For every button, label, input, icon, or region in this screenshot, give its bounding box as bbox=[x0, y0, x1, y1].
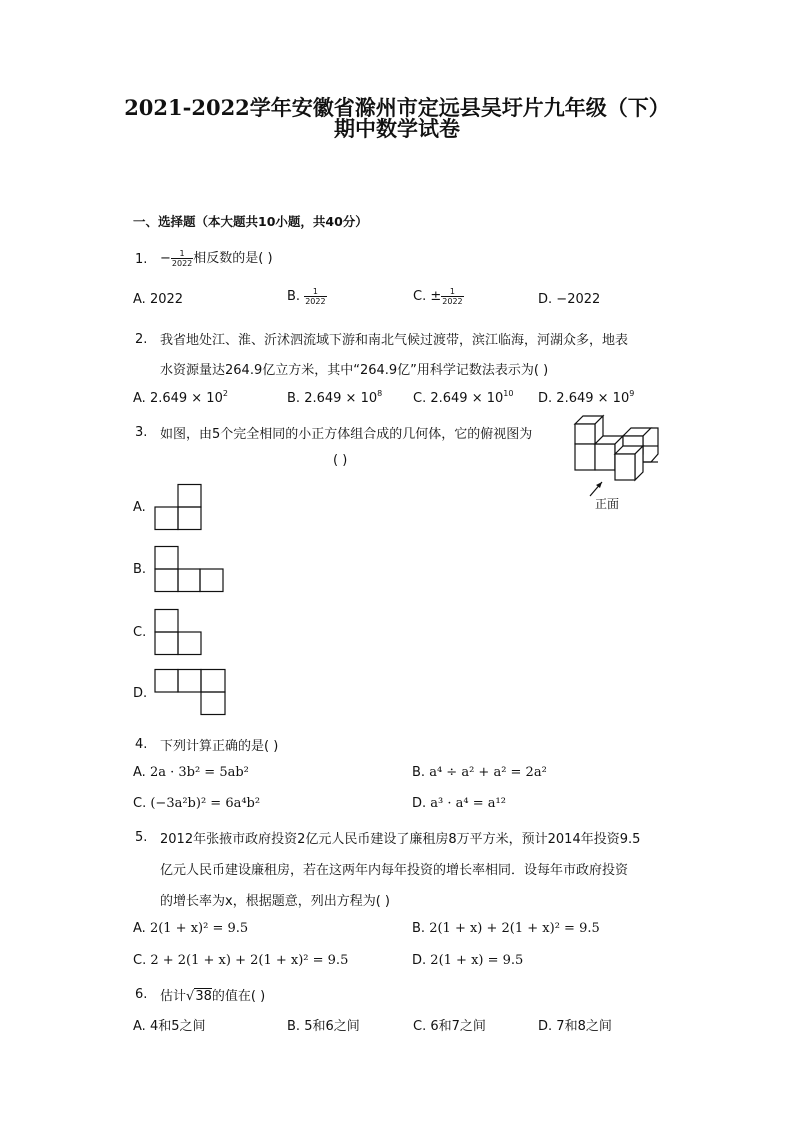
q2-option-a[interactable]: A. $2.649 \times 10^2$ bbox=[133, 389, 228, 406]
q2-option-c[interactable]: C. $2.649 \times 10^{10}$ bbox=[413, 389, 514, 406]
q3-stem: 如图，由5个完全相同的小正方体组合成的几何体，它的俯视图为 bbox=[160, 427, 533, 442]
q3-option-c[interactable]: C. bbox=[133, 625, 147, 640]
q5-option-a[interactable]: A. 2(1 + x)² = 9.5 bbox=[133, 921, 249, 936]
q1-option-c[interactable]: C. ± $\frac{1}{2022}$ bbox=[413, 287, 463, 306]
q4-option-a[interactable]: A. 2a · 3b² = 5ab² bbox=[133, 765, 249, 780]
q4-option-b[interactable]: B. a⁴ ÷ a² + a² = 2a² bbox=[412, 765, 547, 780]
q3-option-d[interactable]: D. bbox=[133, 686, 148, 701]
q2-option-b[interactable]: B. $2.649 \times 10^8$ bbox=[287, 389, 383, 406]
q6-option-a[interactable]: A. 4和5之间 bbox=[133, 1019, 206, 1034]
q1-number: 1. bbox=[135, 252, 148, 267]
q5-option-d[interactable]: D. 2(1 + x) = 9.5 bbox=[412, 953, 524, 968]
q3-option-a-figure[interactable] bbox=[154, 484, 202, 530]
q3-option-d-figure[interactable] bbox=[154, 669, 226, 715]
q1-option-a[interactable]: A. 2022 bbox=[133, 292, 184, 307]
q5-line2: 亿元人民币建设廉租房，若在这两年内每年投资的增长率相同．设每年市政府投资 bbox=[160, 863, 629, 878]
q4-stem: 下列计算正确的是( ) bbox=[160, 739, 279, 754]
q3-option-c-figure[interactable] bbox=[154, 609, 202, 655]
q3-number: 3. bbox=[135, 425, 148, 440]
q1-option-d[interactable]: D. −2022 bbox=[538, 292, 601, 307]
q6-stem: 估计√38的值在( ) bbox=[160, 989, 266, 1004]
q1-option-b[interactable]: B. $\frac{1}{2022}$ bbox=[287, 287, 326, 306]
q6-radicand: 38 bbox=[195, 989, 212, 1004]
q1-stem bbox=[160, 247, 273, 268]
q6-number: 6. bbox=[135, 987, 148, 1002]
q2-line2: 水资源量达264.9亿立方米，其中“264.9亿”用科学记数法表示为( ) bbox=[160, 363, 549, 378]
q1-fraction: $\frac{1}{2022}$ bbox=[171, 249, 193, 268]
q1-text: 相反数的是( ) bbox=[193, 251, 273, 266]
exam-title-line2: 期中数学试卷 bbox=[334, 116, 460, 141]
q5-option-c[interactable]: C. 2 + 2(1 + x) + 2(1 + x)² = 9.5 bbox=[133, 953, 349, 968]
q6-option-c[interactable]: C. 6和7之间 bbox=[413, 1019, 486, 1034]
q3-front-label: 正面 bbox=[595, 497, 620, 511]
sqrt-sign: √ bbox=[186, 989, 195, 1004]
q3-option-a[interactable]: A. bbox=[133, 500, 146, 515]
q5-line1: 2012年张掖市政府投资2亿元人民币建设了廉租房8万平方米，预计2014年投资9.5 bbox=[160, 832, 641, 847]
q3-option-b-figure[interactable] bbox=[154, 546, 224, 592]
exam-title-line1: 2021-2022学年安徽省滁州市定远县吴圩片九年级（下） bbox=[124, 95, 670, 120]
q4-option-d[interactable]: D. a³ · a⁴ = a¹² bbox=[412, 796, 506, 811]
section-heading: 一、选择题（本大题共10小题，共40分） bbox=[133, 214, 368, 229]
q2-number: 2. bbox=[135, 332, 148, 347]
q6-option-b[interactable]: B. 5和6之间 bbox=[287, 1019, 360, 1034]
q5-line3: 的增长率为x，根据题意，列出方程为( ) bbox=[160, 894, 390, 909]
q6-option-d[interactable]: D. 7和8之间 bbox=[538, 1019, 612, 1034]
q4-option-c[interactable]: C. (−3a²b)² = 6a⁴b² bbox=[133, 796, 261, 811]
q5-option-b[interactable]: B. 2(1 + x) + 2(1 + x)² = 9.5 bbox=[412, 921, 600, 936]
q2-option-d[interactable]: D. $2.649 \times 10^9$ bbox=[538, 389, 635, 406]
q3-blank: ( ) bbox=[333, 453, 348, 468]
q2-line1: 我省地处江、淮、沂沭泗流域下游和南北气候过渡带，滨江临海，河湖众多，地表 bbox=[160, 333, 629, 348]
q4-number: 4. bbox=[135, 737, 148, 752]
q1-minus: − bbox=[160, 251, 171, 266]
q3-option-b[interactable]: B. bbox=[133, 562, 147, 577]
q5-number: 5. bbox=[135, 830, 148, 845]
